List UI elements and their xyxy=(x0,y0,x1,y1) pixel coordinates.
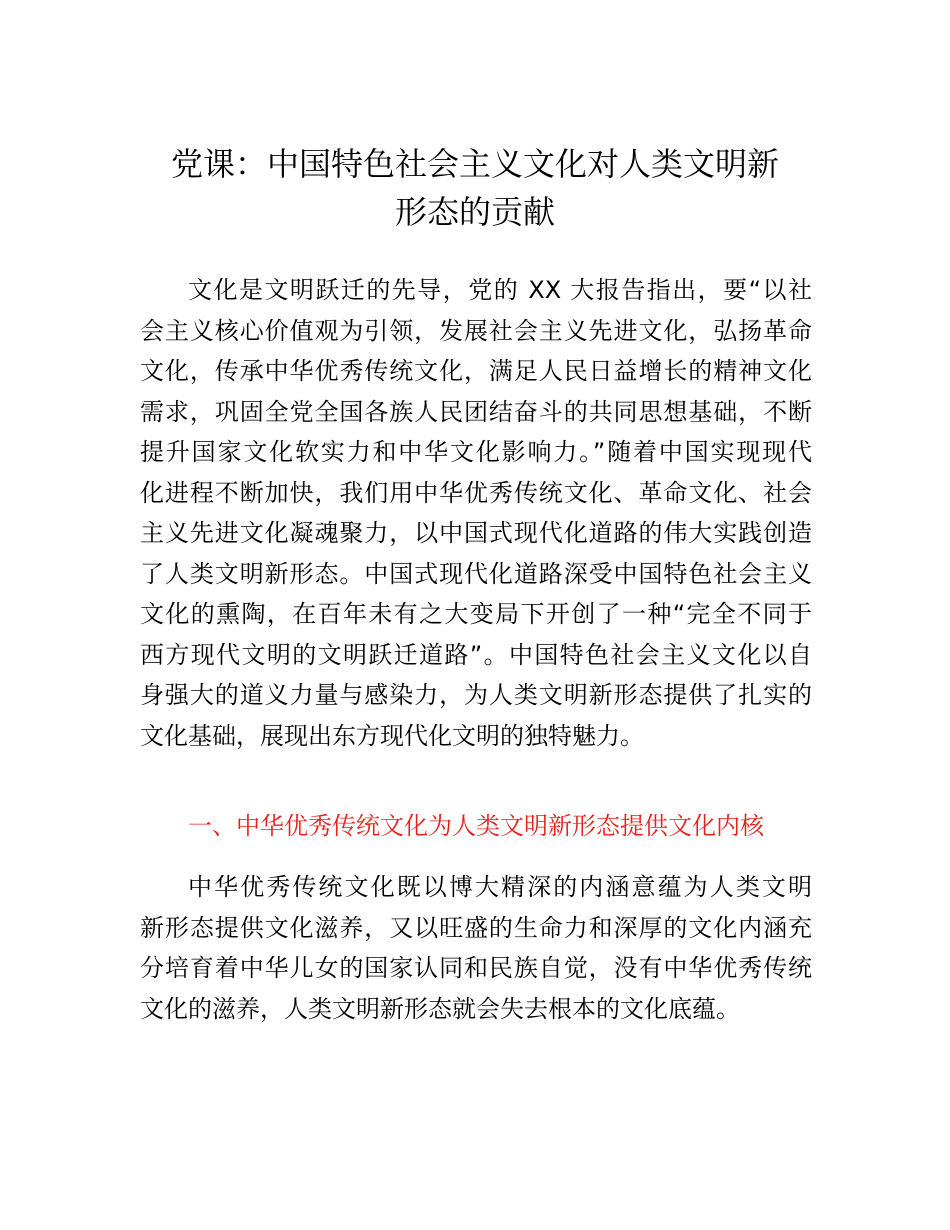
section-heading: 一、中华优秀传统文化为人类文明新形态提供文化内核 xyxy=(188,812,764,840)
paragraph-line: 文化的熏陶，在百年未有之大变局下开创了一种“完全不同于 xyxy=(140,600,812,628)
paragraph-line: 文化是文明跃迁的先导，党的 XX 大报告指出，要“以社 xyxy=(188,276,812,304)
paragraph-line: 文化的滋养，人类文明新形态就会失去根本的文化底蕴。 xyxy=(140,994,740,1023)
paragraph-line: 中华优秀传统文化既以博大精深的内涵意蕴为人类文明 xyxy=(188,873,812,901)
paragraph-line: 分培育着中华儿女的国家认同和民族自觉，没有中华优秀传统 xyxy=(140,954,812,982)
paragraph-line: 文化基础，展现出东方现代化文明的独特魅力。 xyxy=(140,721,644,750)
paragraph-line: 需求，巩固全党全国各族人民团结奋斗的共同思想基础，不断 xyxy=(140,397,812,426)
paragraph-line: 文化，传承中华优秀传统文化，满足人民日益增长的精神文化 xyxy=(140,357,812,385)
page-title xyxy=(140,140,810,236)
paragraph-line: 主义先进文化凝魂聚力，以中国式现代化道路的伟大实践创造 xyxy=(140,519,812,547)
paragraph-line: 西方现代文明的文明跃迁道路”。中国特色社会主义文化以自 xyxy=(140,640,812,669)
title-line: 形态的贡献 xyxy=(394,193,555,231)
paragraph-line: 身强大的道义力量与感染力，为人类文明新形态提供了扎实的 xyxy=(140,681,812,709)
paragraph-line: 提升国家文化软实力和中华文化影响力。”随着中国实现现代 xyxy=(140,438,812,466)
paragraph-line: 化进程不断加快，我们用中华优秀传统文化、革命文化、社会 xyxy=(140,478,812,507)
paragraph-section1 xyxy=(140,867,812,1029)
paragraph-intro xyxy=(140,270,812,756)
paragraph-line: 新形态提供文化滋养，又以旺盛的生命力和深厚的文化内涵充 xyxy=(140,913,812,942)
paragraph-line: 会主义核心价值观为引领，发展社会主义先进文化，弘扬革命 xyxy=(140,316,812,345)
title-line: 党课：中国特色社会主义文化对人类文明新 xyxy=(170,145,779,183)
paragraph-line: 了人类文明新形态。中国式现代化道路深受中国特色社会主义 xyxy=(140,559,812,588)
